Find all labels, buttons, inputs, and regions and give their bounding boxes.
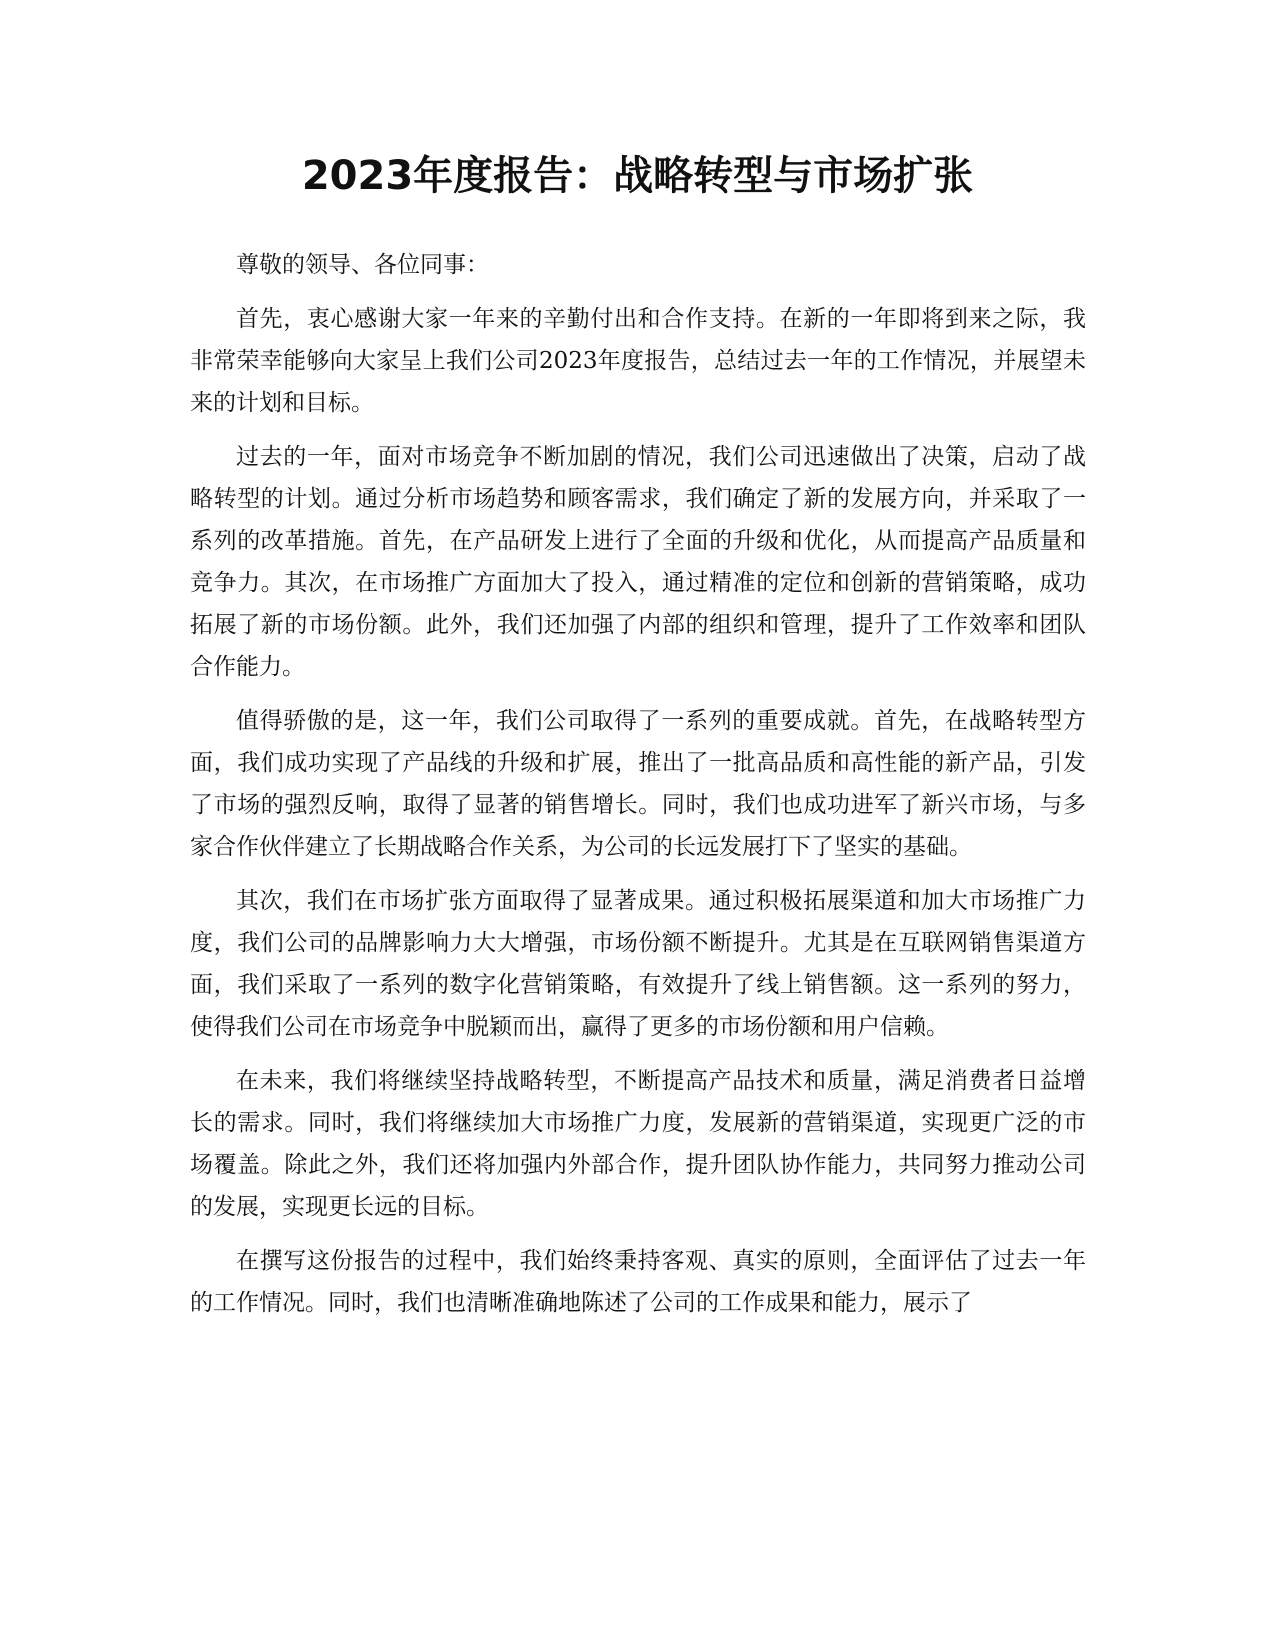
paragraph-transformation: 过去的一年，面对市场竞争不断加剧的情况，我们公司迅速做出了决策，启动了战略转型的计划。通过分析市场趋势和顾客需求，我们确定了新的发展方向，并采取了一系列的改革措施。首先，在产品研发上进行了全面的升级和优化，从而提高产品质量和竞争力。其次，在市场推广方面加大了投入，通过精准的定位和创新的营销策略，成功拓展了新的市场份额。此外，我们还加强了内部的组织和管理，提升了工作效率和团队合作能力。 [190,444,1086,680]
paragraph-future: 在未来，我们将继续坚持战略转型，不断提高产品技术和质量，满足消费者日益增长的需求。同时，我们将继续加大市场推广力度，发展新的营销渠道，实现更广泛的市场覆盖。除此之外，我们还将加强内外部合作，提升团队协作能力，共同努力推动公司的发展，实现更长远的目标。 [190,1068,1086,1220]
salutation: 尊敬的领导、各位同事： [236,252,489,278]
document-body [190,244,1086,1336]
document-title: 2023年度报告：战略转型与市场扩张 [301,153,974,199]
paragraph-report-writing: 在撰写这份报告的过程中，我们始终秉持客观、真实的原则，全面评估了过去一年的工作情况。同时，我们也清晰准确地陈述了公司的工作成果和能力，展示了 [190,1248,1086,1316]
paragraph-intro: 首先，衷心感谢大家一年来的辛勤付出和合作支持。在新的一年即将到来之际，我非常荣幸能够向大家呈上我们公司2023年度报告，总结过去一年的工作情况，并展望未来的计划和目标。 [190,306,1086,416]
paragraph-market-expansion: 其次，我们在市场扩张方面取得了显著成果。通过积极拓展渠道和加大市场推广力度，我们公司的品牌影响力大大增强，市场份额不断提升。尤其是在互联网销售渠道方面，我们采取了一系列的数字化营销策略，有效提升了线上销售额。这一系列的努力，使得我们公司在市场竞争中脱颖而出，赢得了更多的市场份额和用户信赖。 [190,888,1086,1040]
paragraph-achievements: 值得骄傲的是，这一年，我们公司取得了一系列的重要成就。首先，在战略转型方面，我们成功实现了产品线的升级和扩展，推出了一批高品质和高性能的新产品，引发了市场的强烈反响，取得了显著的销售增长。同时，我们也成功进军了新兴市场，与多家合作伙伴建立了长期战略合作关系，为公司的长远发展打下了坚实的基础。 [190,708,1086,860]
